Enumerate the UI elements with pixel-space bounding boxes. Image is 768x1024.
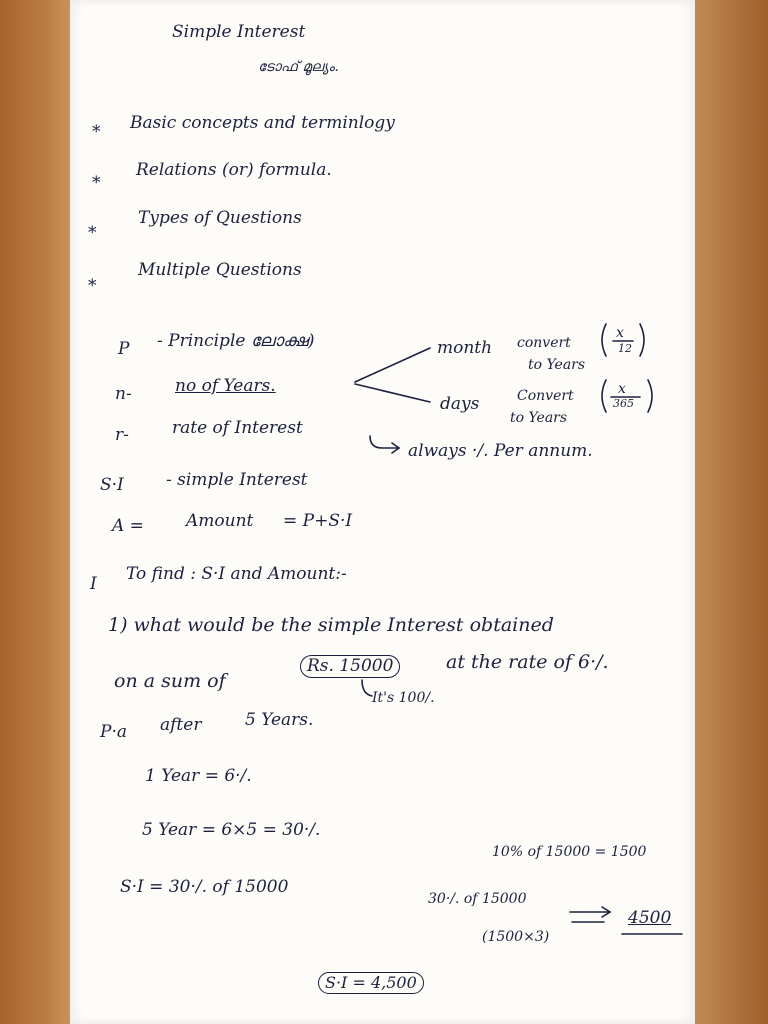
term-symbol: P [118, 339, 130, 359]
working-line: (1500×3) [482, 929, 550, 945]
page-title: Simple Interest [172, 22, 306, 42]
term-definition: no of Years. [175, 376, 276, 396]
branch-note: to Years [510, 410, 568, 426]
branch-month: month [437, 338, 493, 358]
term-symbol: n- [115, 384, 132, 404]
fraction-numerator: x [618, 381, 626, 397]
working-result: 4500 [628, 908, 672, 928]
question-line: at the rate of 6·/. [446, 651, 609, 673]
term-definition: - simple Interest [166, 470, 308, 490]
question-line: P·a [100, 722, 127, 742]
working-line: 10% of 15000 = 1500 [492, 844, 647, 860]
branch-days: days [440, 394, 480, 414]
question-line: 1) what would be the simple Interest obtained [108, 614, 554, 636]
question-line: on a sum of [114, 670, 226, 692]
term-definition: rate of Interest [172, 418, 303, 438]
branch-line-days [355, 384, 430, 402]
always-note: always ·/. Per annum. [408, 441, 593, 461]
question-line: 5 Years. [245, 710, 314, 730]
branch-note: Convert [517, 388, 574, 404]
term-symbol: S·I [100, 475, 124, 495]
section-number: I [90, 574, 97, 594]
page-subtitle: ടോഫ് മൂല്യം. [258, 59, 339, 75]
term-symbol: r- [115, 425, 129, 445]
working-line: 30·/. of 15000 [428, 891, 527, 907]
amount-formula: = P+S·I [283, 511, 353, 531]
working-line: 5 Year = 6×5 = 30·/. [142, 820, 321, 840]
term-definition: - Principle ലോക്ഷ) [157, 331, 315, 351]
bullet: * [88, 276, 97, 296]
working-line: S·I = 30·/. of 15000 [120, 877, 289, 897]
topic-item: Basic concepts and terminlogy [130, 113, 395, 133]
topic-item: Multiple Questions [138, 260, 302, 280]
principal-amount: Rs. 15000 [300, 655, 400, 678]
fraction-denominator: 365 [613, 397, 634, 410]
branch-note: to Years [528, 357, 586, 373]
term-definition: Amount [186, 511, 254, 531]
section-heading: To find : S·I and Amount:- [126, 564, 347, 584]
bullet: * [92, 122, 101, 142]
working-line: 1 Year = 6·/. [145, 766, 252, 786]
branch-line-month [355, 348, 430, 382]
term-symbol: A = [112, 516, 144, 536]
fraction-numerator: x [616, 325, 624, 341]
final-answer: S·I = 4,500 [318, 972, 424, 994]
branch-note: convert [517, 335, 571, 351]
topic-item: Relations (or) formula. [136, 160, 332, 180]
question-line: after [160, 715, 202, 735]
bullet: * [88, 223, 97, 243]
fraction-denominator: 12 [618, 342, 632, 355]
amount-note: It's 100/. [372, 690, 435, 706]
bullet: * [92, 173, 101, 193]
topic-item: Types of Questions [138, 208, 302, 228]
